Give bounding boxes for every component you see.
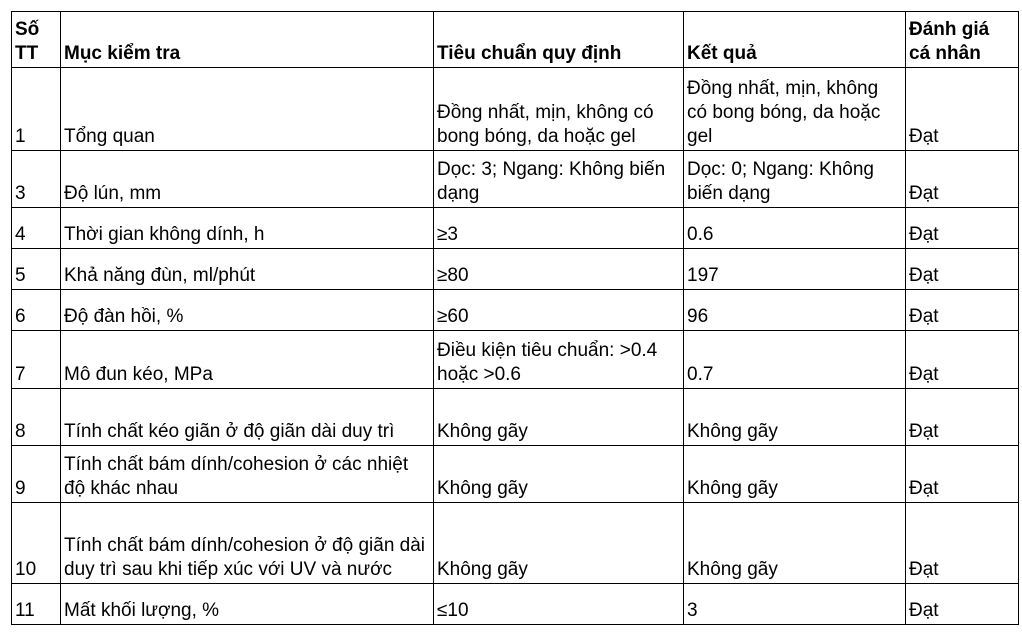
cell-result: 3 <box>684 584 906 625</box>
cell-item: Tổng quan <box>61 68 434 151</box>
cell-result: 197 <box>684 249 906 290</box>
inspection-table <box>11 11 1019 625</box>
cell-evaluation: Đạt <box>906 446 1019 503</box>
cell-evaluation: Đạt <box>906 151 1019 208</box>
cell-result: 0.6 <box>684 208 906 249</box>
cell-no: 6 <box>12 290 61 331</box>
cell-item: Mất khối lượng, % <box>61 584 434 625</box>
cell-standard: Đồng nhất, mịn, không có bong bóng, da hoặc gel <box>434 68 684 151</box>
cell-result: Không gãy <box>684 389 906 446</box>
cell-result: Đồng nhất, mịn, không có bong bóng, da hoặc gel <box>684 68 906 151</box>
cell-evaluation: Đạt <box>906 389 1019 446</box>
cell-no: 4 <box>12 208 61 249</box>
cell-evaluation: Đạt <box>906 331 1019 389</box>
cell-standard: ≥60 <box>434 290 684 331</box>
header-no: Số TT <box>12 12 61 68</box>
cell-item: Độ đàn hồi, % <box>61 290 434 331</box>
header-result: Kết quả <box>684 12 906 68</box>
cell-standard: Dọc: 3; Ngang: Không biến dạng <box>434 151 684 208</box>
cell-standard: Không gãy <box>434 446 684 503</box>
table-row <box>12 389 1019 446</box>
cell-no: 11 <box>12 584 61 625</box>
cell-evaluation: Đạt <box>906 208 1019 249</box>
header-evaluation: Đánh giá cá nhân <box>906 12 1019 68</box>
cell-no: 1 <box>12 68 61 151</box>
cell-result: Dọc: 0; Ngang: Không biến dạng <box>684 151 906 208</box>
cell-evaluation: Đạt <box>906 503 1019 584</box>
cell-result: 96 <box>684 290 906 331</box>
table-row <box>12 249 1019 290</box>
table-row <box>12 208 1019 249</box>
table-row <box>12 331 1019 389</box>
cell-no: 3 <box>12 151 61 208</box>
table-row <box>12 446 1019 503</box>
cell-item: Tính chất kéo giãn ở độ giãn dài duy trì <box>61 389 434 446</box>
cell-result: Không gãy <box>684 446 906 503</box>
cell-no: 5 <box>12 249 61 290</box>
cell-standard: Không gãy <box>434 389 684 446</box>
cell-item: Mô đun kéo, MPa <box>61 331 434 389</box>
cell-evaluation: Đạt <box>906 249 1019 290</box>
cell-no: 10 <box>12 503 61 584</box>
header-standard: Tiêu chuẩn quy định <box>434 12 684 68</box>
header-item: Mục kiểm tra <box>61 12 434 68</box>
cell-item: Tính chất bám dính/cohesion ở các nhiệt độ khác nhau <box>61 446 434 503</box>
table-row <box>12 290 1019 331</box>
cell-standard: Không gãy <box>434 503 684 584</box>
cell-no: 9 <box>12 446 61 503</box>
table-row <box>12 503 1019 584</box>
cell-item: Khả năng đùn, ml/phút <box>61 249 434 290</box>
table-body <box>12 68 1019 625</box>
cell-result: Không gãy <box>684 503 906 584</box>
cell-no: 7 <box>12 331 61 389</box>
cell-item: Độ lún, mm <box>61 151 434 208</box>
cell-evaluation: Đạt <box>906 68 1019 151</box>
table-row <box>12 151 1019 208</box>
cell-no: 8 <box>12 389 61 446</box>
cell-standard: ≥80 <box>434 249 684 290</box>
cell-standard: ≥3 <box>434 208 684 249</box>
header-row <box>12 12 1019 68</box>
cell-item: Tính chất bám dính/cohesion ở độ giãn dài duy trì sau khi tiếp xúc với UV và nước <box>61 503 434 584</box>
cell-evaluation: Đạt <box>906 584 1019 625</box>
cell-standard: ≤10 <box>434 584 684 625</box>
cell-result: 0.7 <box>684 331 906 389</box>
cell-evaluation: Đạt <box>906 290 1019 331</box>
cell-standard: Điều kiện tiêu chuẩn: >0.4 hoặc >0.6 <box>434 331 684 389</box>
cell-item: Thời gian không dính, h <box>61 208 434 249</box>
table-row <box>12 68 1019 151</box>
table-row <box>12 584 1019 625</box>
